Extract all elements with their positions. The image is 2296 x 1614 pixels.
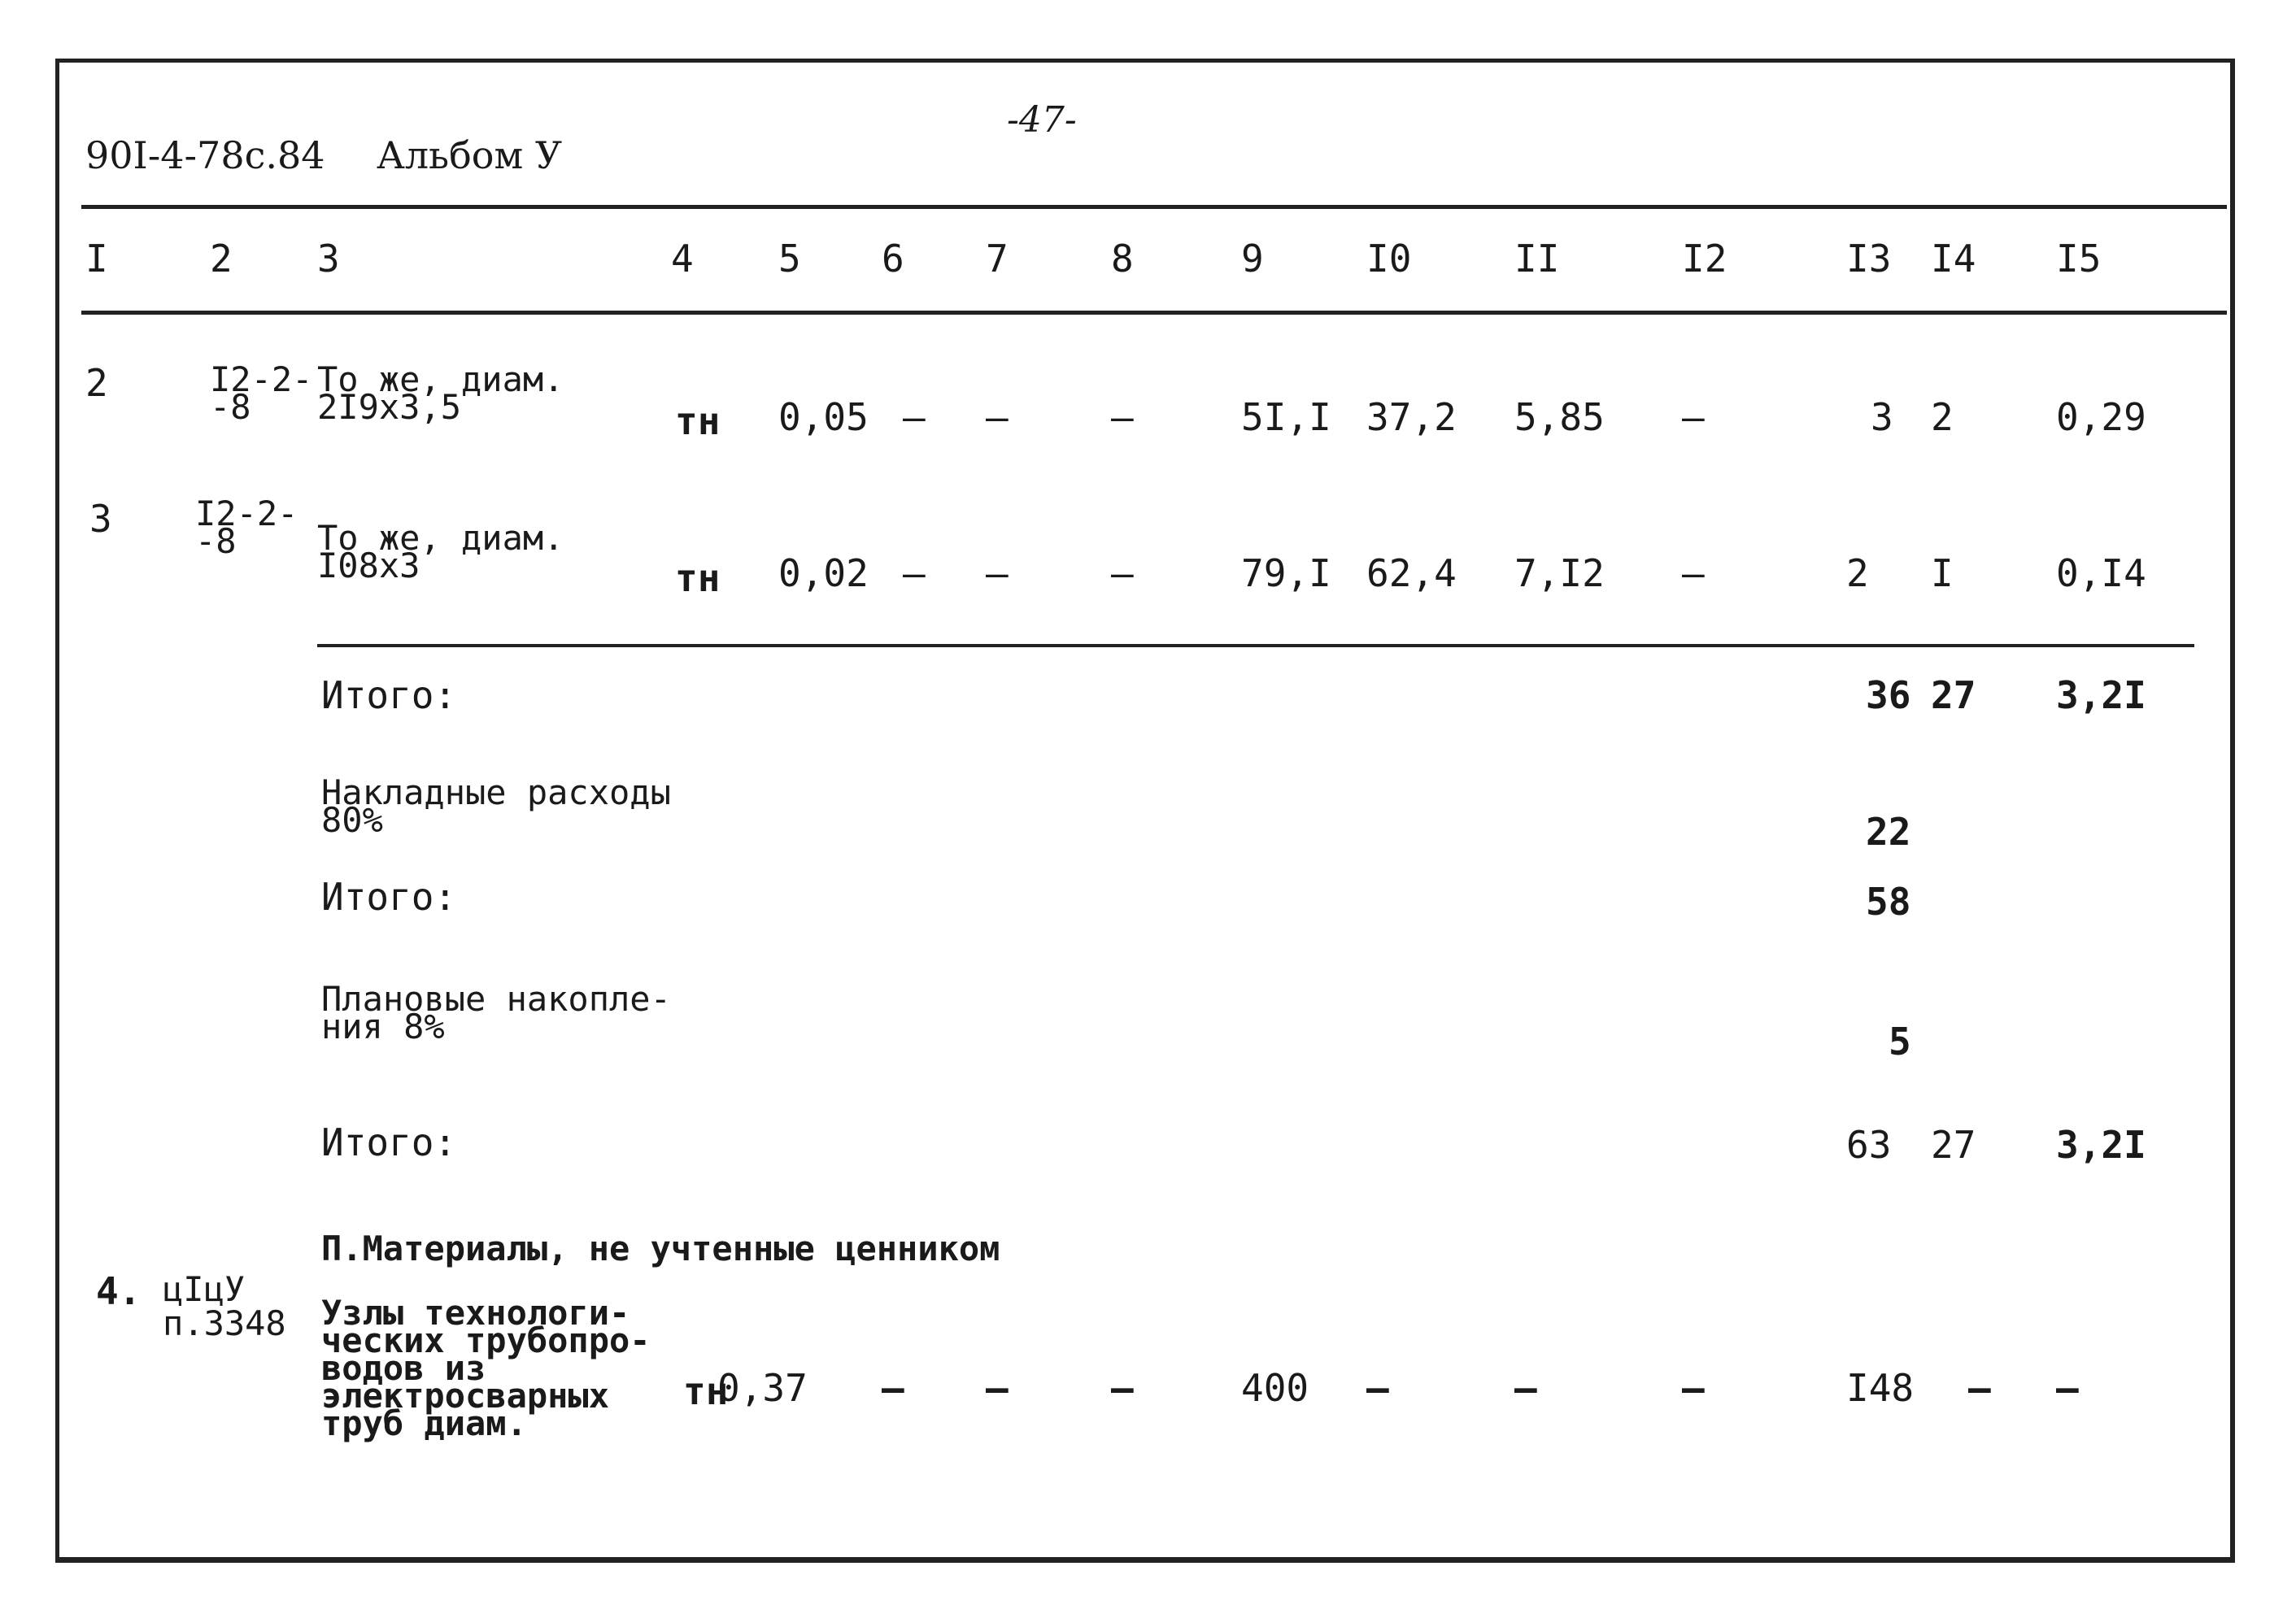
row-number: 3 xyxy=(89,497,112,541)
row-cell: 7,I2 xyxy=(1514,551,1605,595)
row-description: То же, диам. 2I9х3,5 xyxy=(317,359,564,427)
row-unit: тн xyxy=(675,399,721,443)
summary-value: 58 xyxy=(1866,880,1911,924)
row-cell: I xyxy=(1931,551,1954,595)
row-cell: 400 xyxy=(1241,1366,1309,1410)
totals-rule xyxy=(317,644,2194,647)
summary-label: Накладные расходы 80% xyxy=(321,772,671,840)
row-cell: – xyxy=(1366,1366,1389,1410)
row-cell: 5I,I xyxy=(1241,395,1331,439)
row-cell: 79,I xyxy=(1241,551,1331,595)
row-cell: – xyxy=(1968,1366,1991,1410)
row-cell: – xyxy=(1682,551,1705,595)
row-cell: – xyxy=(1514,1366,1537,1410)
row-cell: – xyxy=(1111,551,1134,595)
row-cell: – xyxy=(1111,395,1134,439)
album-label: Альбом У xyxy=(377,133,563,177)
row-cell: 0,29 xyxy=(2056,395,2146,439)
summary-value: 22 xyxy=(1866,810,1911,854)
row-cell: – xyxy=(2056,1366,2079,1410)
row-cell: – xyxy=(986,395,1009,439)
column-header: I4 xyxy=(1931,237,1976,281)
summary-value: 5 xyxy=(1889,1020,1911,1064)
column-header: 3 xyxy=(317,237,340,281)
row-cell: 2 xyxy=(1846,551,1869,595)
summary-value: 3,2I xyxy=(2056,673,2146,717)
row-cell: 0,37 xyxy=(717,1366,808,1410)
row-code: цIцУ п.3348 xyxy=(163,1269,286,1343)
column-header: 9 xyxy=(1241,237,1264,281)
summary-value: 27 xyxy=(1931,673,1976,717)
row-cell: 0,02 xyxy=(778,551,869,595)
row-cell: 3 xyxy=(1871,395,1893,439)
row-cell: – xyxy=(903,551,926,595)
column-header: II xyxy=(1514,237,1560,281)
row-code: I2-2- -8 xyxy=(195,494,298,561)
row-number: 4. xyxy=(96,1269,142,1313)
column-header: 5 xyxy=(778,237,801,281)
column-header: 6 xyxy=(882,237,904,281)
row-cell: – xyxy=(986,1366,1009,1410)
row-description: То же, диам. I08х3 xyxy=(317,518,564,585)
row-number: 2 xyxy=(85,361,108,405)
summary-label: Итого: xyxy=(321,875,457,919)
row-cell: 2 xyxy=(1931,395,1954,439)
row-cell: 0,05 xyxy=(778,395,869,439)
column-header: 2 xyxy=(210,237,233,281)
row-cell: – xyxy=(1682,395,1705,439)
row-cell: – xyxy=(903,395,926,439)
row-cell: – xyxy=(1111,1366,1134,1410)
row-description: Узлы технологи- ческих трубопро- водов из электросварных труб диам. xyxy=(321,1293,651,1443)
row-cell: 5,85 xyxy=(1514,395,1605,439)
summary-label: Плановые накопле- ния 8% xyxy=(321,979,671,1046)
row-cell: 62,4 xyxy=(1366,551,1457,595)
column-header-rule xyxy=(81,311,2227,315)
column-header: 7 xyxy=(986,237,1009,281)
column-header: 8 xyxy=(1111,237,1134,281)
column-header: 4 xyxy=(671,237,694,281)
column-header: I2 xyxy=(1682,237,1727,281)
summary-value: 63 xyxy=(1846,1123,1892,1167)
summary-label: Итого: xyxy=(321,673,457,717)
row-unit: тн xyxy=(675,556,721,600)
column-header: I0 xyxy=(1366,237,1412,281)
section-title: П.Материалы, не учтенные ценником xyxy=(321,1229,1000,1268)
row-cell: – xyxy=(986,551,1009,595)
row-cell: 0,I4 xyxy=(2056,551,2146,595)
summary-value: 27 xyxy=(1931,1123,1976,1167)
summary-label: Итого: xyxy=(321,1120,457,1164)
row-cell: I48 xyxy=(1846,1366,1915,1410)
document-code: 90I-4-78с.84 xyxy=(85,133,325,177)
row-unit: тн xyxy=(683,1369,729,1413)
row-cell: – xyxy=(1682,1366,1705,1410)
column-header: I xyxy=(85,237,108,281)
summary-value: 3,2I xyxy=(2056,1123,2146,1167)
page-number: -47- xyxy=(1007,99,1077,141)
summary-value: 36 xyxy=(1866,673,1911,717)
row-code: I2-2- -8 xyxy=(210,359,313,427)
column-header: I3 xyxy=(1846,237,1892,281)
row-cell: 37,2 xyxy=(1366,395,1457,439)
row-cell: – xyxy=(882,1366,904,1410)
column-header: I5 xyxy=(2056,237,2102,281)
header-rule xyxy=(81,205,2227,209)
